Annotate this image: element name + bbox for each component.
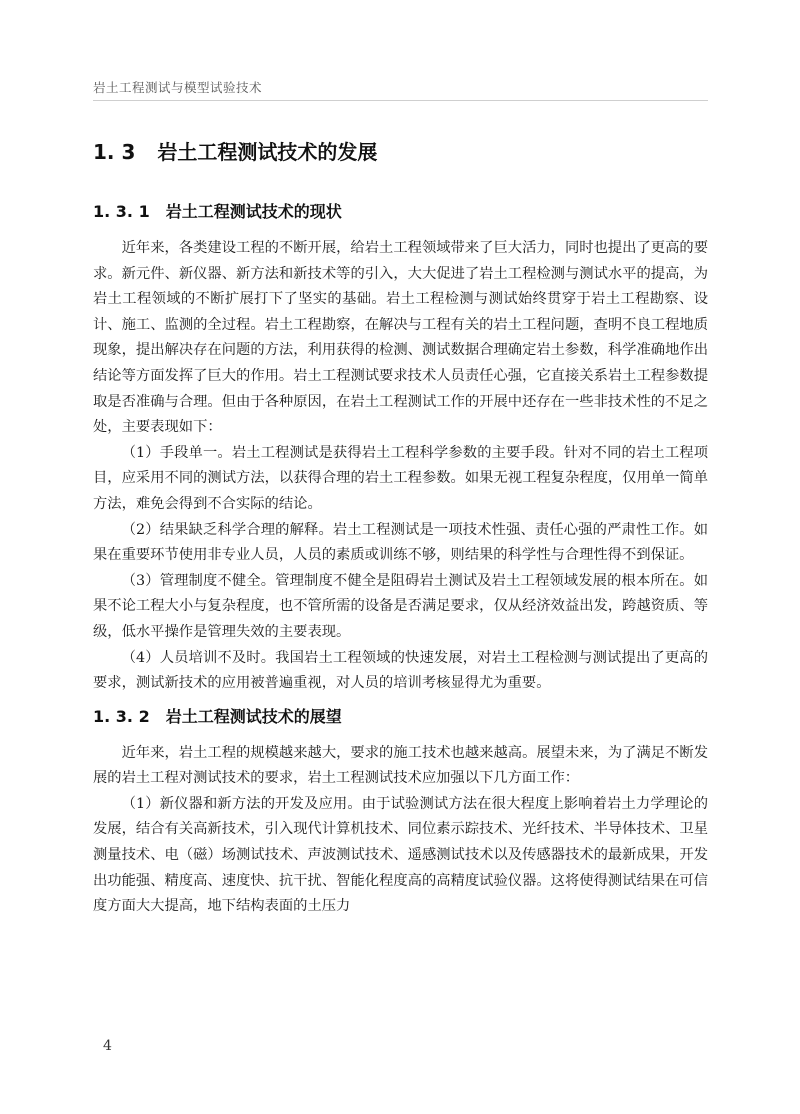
list-item-paragraph: （2）结果缺乏科学合理的解释。岩土工程测试是一项技术性强、责任心强的严肃性工作。如果在重要环节使用非专业人员，人员的素质或训练不够，则结果的科学性与合理性得不到保证。 — [93, 521, 708, 564]
page-number: 4 — [103, 1038, 112, 1054]
page-content — [93, 136, 708, 920]
subsection-heading-1 — [93, 198, 708, 226]
list-item-paragraph: （4）人员培训不及时。我国岩土工程领域的快速发展，对岩土工程检测与测试提出了更高的要求，测试新技术的应用被普遍重视，对人员的培训考核显得尤为重要。 — [93, 649, 708, 692]
section-title: 岩土工程测试技术的发展 — [157, 140, 378, 164]
list-item-paragraph: （1）手段单一。岩土工程测试是获得岩土工程科学参数的主要手段。针对不同的岩土工程项目，应采用不同的测试方法，以获得合理的岩土工程参数。如果无视工程复杂程度，仅用单一简单方法，难免会得到不合实际的结论。 — [93, 444, 708, 512]
section-heading — [93, 136, 708, 168]
subsection-number: 1. 3. 1 — [93, 202, 150, 221]
list-item-paragraph: （1）新仪器和新方法的开发及应用。由于试验测试方法在很大程度上影响着岩土力学理论的发展，结合有关高新技术，引入现代计算机技术、同位素示踪技术、光纤技术、半导体技术、卫星测量技术、电（磁）场测试技术、声波测试技术、遥感测试技术以及传感器技术的最新成果，开发出功能强、精度高、速度快、抗干扰、智能化程度高的高精度试验仪器。这将使得测试结果在可信度方面大大提高，地下结构表面的土压力 — [93, 795, 708, 915]
header-divider — [93, 100, 708, 101]
list-item-paragraph: （3）管理制度不健全。管理制度不健全是阻碍岩土测试及岩土工程领域发展的根本所在。如果不论工程大小与复杂程度，也不管所需的设备是否满足要求，仅从经济效益出发，跨越资质、等级，低水平操作是管理失效的主要表现。 — [93, 572, 708, 640]
section-number: 1. 3 — [93, 140, 136, 164]
running-header: 岩土工程测试与模型试验技术 — [93, 80, 263, 95]
subsection-title: 岩土工程测试技术的现状 — [165, 202, 342, 221]
subsection-number: 1. 3. 2 — [93, 706, 150, 726]
subsection-title: 岩土工程测试技术的展望 — [165, 706, 342, 726]
paragraph: 近年来，岩土工程的规模越来越大，要求的施工技术也越来越高。展望未来，为了满足不断发展的岩土工程对测试技术的要求，岩土工程测试技术应加强以下几方面工作： — [93, 744, 708, 787]
subsection-heading-2 — [93, 703, 708, 731]
paragraph: 近年来，各类建设工程的不断开展，给岩土工程领域带来了巨大活力，同时也提出了更高的要求。新元件、新仪器、新方法和新技术等的引入，大大促进了岩土工程检测与测试水平的提高，为岩土工程领域的不断扩展打下了坚实的基础。岩土工程检测与测试始终贯穿于岩土工程勘察、设计、施工、监测的全过程。岩土工程勘察，在解决与工程有关的岩土工程问题，查明不良工程地质现象，提出解决存在问题的方法，利用获得的检测、测试数据合理确定岩土参数，科学准确地作出结论等方面发挥了巨大的作用。岩土工程测试要求技术人员责任心强，它直接关系岩土工程参数提取是否准确与合理。但由于各种原因，在岩土工程测试工作的开展中还存在一些非技术性的不足之处，主要表现如下： — [93, 240, 708, 436]
